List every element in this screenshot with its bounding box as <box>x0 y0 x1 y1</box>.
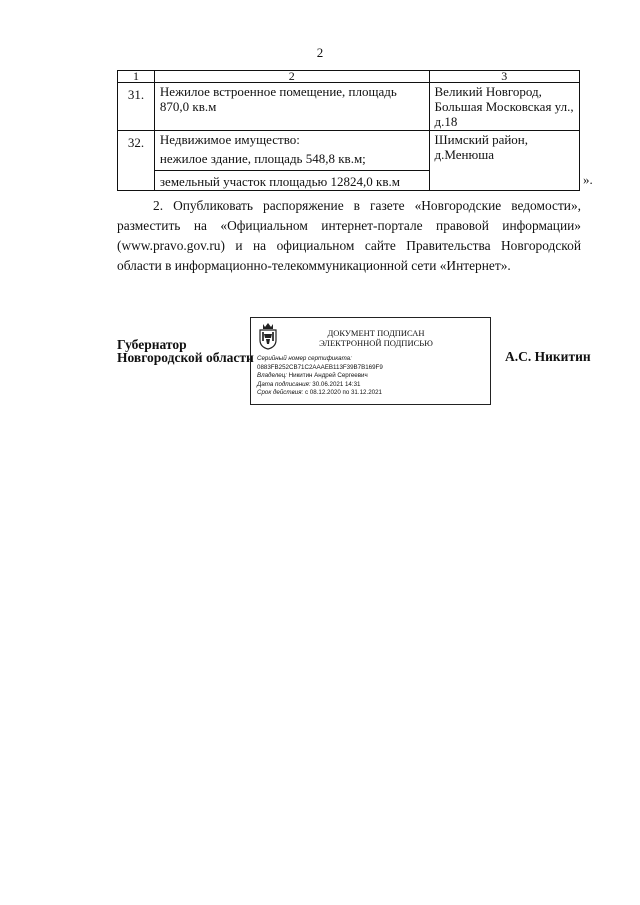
row-location <box>429 83 579 131</box>
description-line: Недвижимое имущество: <box>159 132 300 147</box>
stamp-title-line: ДОКУМЕНТ ПОДПИСАН <box>327 328 425 338</box>
signed-line <box>257 381 383 390</box>
table-row <box>118 83 580 131</box>
table-row <box>118 131 580 191</box>
coat-of-arms-icon <box>257 322 279 350</box>
signatory-title-line: Новгородской области <box>117 350 254 365</box>
signatory-title <box>117 338 254 364</box>
column-header-1: 1 <box>118 71 155 83</box>
column-header-2: 2 <box>154 71 429 83</box>
row-description <box>154 131 429 191</box>
paragraph-text: 2. Опубликовать распоряжение в газете «Новгородские ведомости», разместить на «Официальном интернет-портале правовой информации» (www.pravo.gov.ru) и на официальном сайте Правительства Новгородской области в информационно-телекоммуникационной сети «Интернет». <box>117 198 581 273</box>
validity-line <box>257 389 383 398</box>
table-header-row <box>118 71 580 83</box>
location-line: д.Менюша <box>434 147 494 162</box>
signatory-title-line: Губернатор <box>117 337 187 352</box>
stamp-title-line: ЭЛЕКТРОННОЙ ПОДПИСЬЮ <box>319 338 433 348</box>
description-line: земельный участок площадью 12824,0 кв.м <box>155 170 429 189</box>
location-line: Великий Новгород, <box>434 84 542 99</box>
row-number: 32. <box>118 131 155 191</box>
electronic-signature-stamp <box>250 317 491 405</box>
signed-label: Дата подписания: <box>257 380 311 388</box>
row-number: 31. <box>118 83 155 131</box>
closing-quote: ». <box>583 172 593 187</box>
signed-value: 30.06.2021 14:31 <box>312 380 361 388</box>
serial-value: 0883FB252CB71C2AAAEB113F39B7B169F9 <box>257 363 383 371</box>
location-line: Большая Московская ул., <box>434 99 574 114</box>
column-header-3: 3 <box>429 71 579 83</box>
signer-name: А.С. Никитин <box>505 349 591 364</box>
description-line: нежилое здание, площадь 548,8 кв.м; <box>159 151 366 166</box>
page-number: 2 <box>316 45 324 60</box>
property-table <box>117 70 580 191</box>
validity-value: с 08.12.2020 по 31.12.2021 <box>304 389 382 397</box>
publication-paragraph <box>117 196 581 276</box>
row-location <box>429 131 579 191</box>
stamp-title <box>291 328 461 348</box>
serial-label: Серийный номер сертификата: <box>257 355 352 362</box>
owner-value: Никитин Андрей Сергеевич <box>288 372 368 380</box>
stamp-details <box>257 355 383 398</box>
row-description: Нежилое встроенное помещение, площадь 870,0 кв.м <box>154 83 429 131</box>
owner-label: Владелец: <box>257 372 287 380</box>
owner-line <box>257 372 383 381</box>
location-line: д.18 <box>434 114 458 129</box>
location-line: Шимский район, <box>434 132 528 147</box>
validity-label: Срок действия: <box>257 389 304 397</box>
